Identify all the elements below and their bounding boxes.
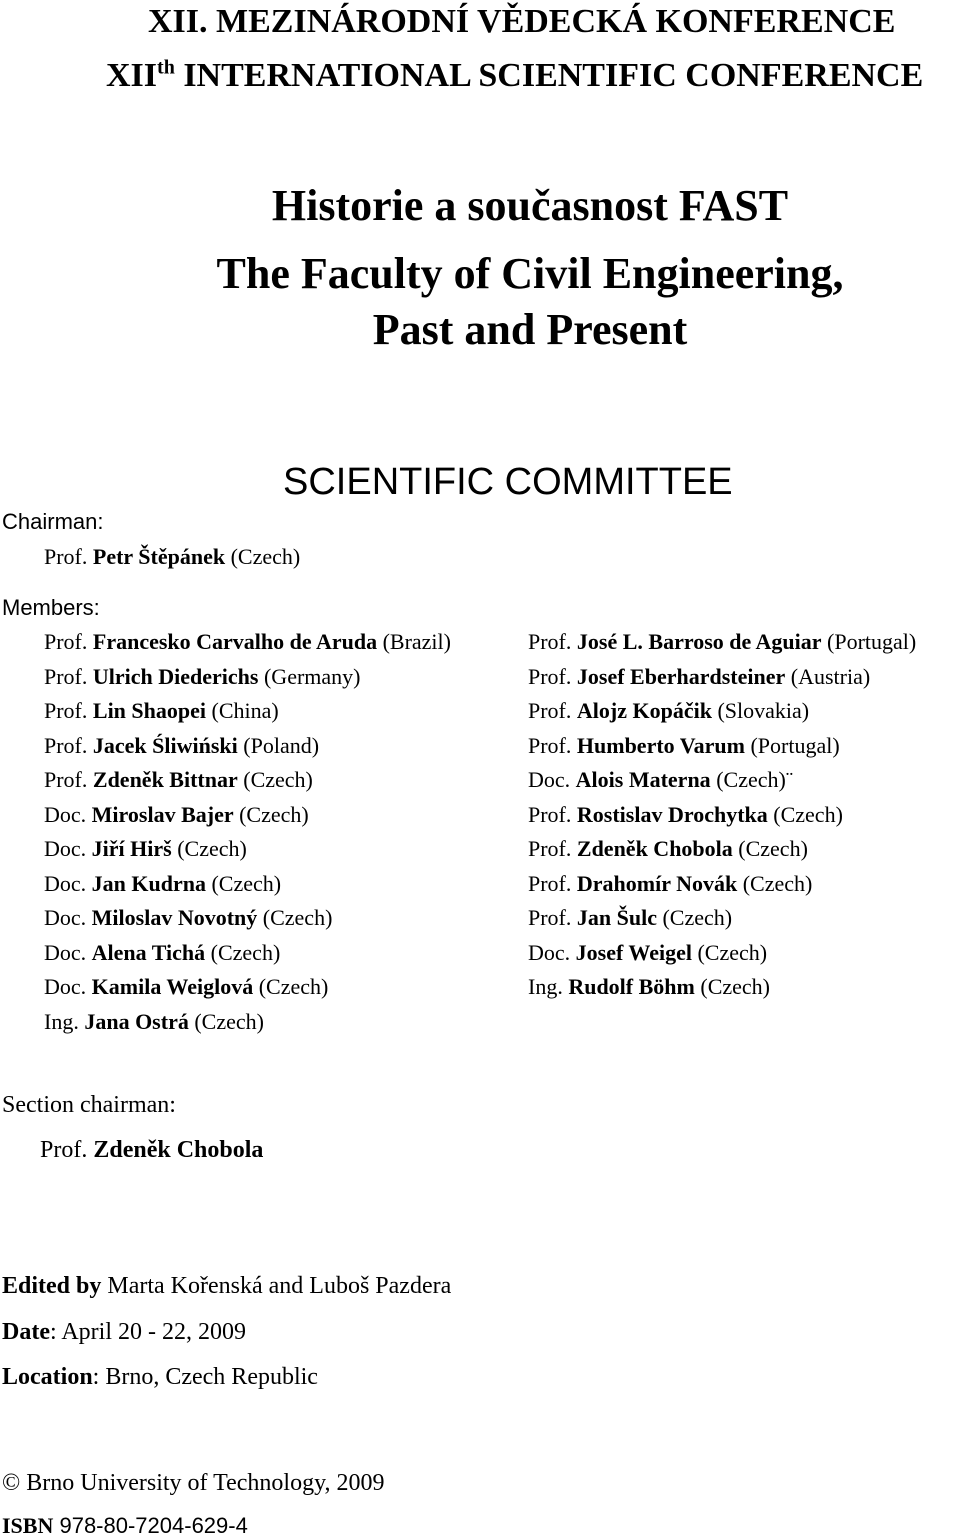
person-name: Jacek Śliwiński: [92, 732, 238, 758]
person-country: (Czech): [662, 905, 733, 930]
title-english-line2: Past and Present: [372, 305, 688, 354]
person-country: (Germany): [263, 663, 361, 689]
person-title: Doc.: [528, 939, 571, 965]
person-title: Prof.: [44, 544, 88, 569]
person-name: Rostislav Drochytka: [576, 801, 768, 827]
member-entry: [44, 835, 247, 863]
person-title: Prof.: [40, 1137, 88, 1163]
person-name: Jan Šulc: [576, 905, 657, 930]
person-country: (Czech): [239, 801, 309, 827]
date-value: : April 20 - 22, 2009: [49, 1319, 246, 1345]
person-title: Prof.: [528, 905, 572, 930]
member-entry: [44, 973, 328, 1001]
committee-heading: SCIENTIFIC COMMITTEE: [283, 461, 733, 503]
member-entry: [528, 870, 812, 898]
person-title: Doc.: [528, 767, 571, 792]
member-entry: [44, 628, 451, 656]
member-entry: [528, 766, 793, 794]
chairman-entry: [44, 543, 300, 571]
person-title: Doc.: [44, 905, 87, 930]
location-line: [2, 1362, 318, 1392]
member-entry: [44, 697, 279, 725]
conference-title-rest: INTERNATIONAL SCIENTIFIC CONFERENCE: [174, 57, 924, 94]
person-name: Lin Shaopei: [92, 698, 206, 723]
person-title: Doc.: [44, 870, 87, 896]
person-name: Kamila Weiglová: [91, 974, 254, 999]
edited-by-line: [2, 1271, 451, 1301]
conference-numeral-suffix: th: [157, 56, 175, 79]
person-title: Prof.: [528, 629, 572, 654]
person-country: (Czech): [177, 836, 247, 861]
location-label: Location: [2, 1364, 93, 1390]
person-title: Prof.: [528, 732, 572, 758]
person-title: Prof.: [528, 698, 572, 723]
date-label: Date: [2, 1319, 50, 1345]
person-name: Josef Weigel: [575, 939, 692, 965]
person-name: Miroslav Bajer: [91, 801, 234, 827]
person-title: Prof.: [528, 870, 572, 896]
person-country: (Czech): [697, 939, 768, 965]
title-czech: Historie a současnost FAST: [271, 181, 789, 230]
person-name: Humberto Varum: [576, 732, 745, 758]
member-entry: [44, 904, 332, 932]
person-name: Zdeněk Chobola: [576, 836, 733, 861]
person-country: (Czech): [738, 836, 808, 861]
person-title: Doc.: [44, 836, 87, 861]
person-name: Miloslav Novotný: [91, 905, 258, 930]
person-country: (Brazil): [382, 629, 451, 654]
member-entry: [44, 732, 319, 760]
person-country: (Czech)¨: [716, 767, 794, 792]
copyright-icon: ©: [2, 1470, 21, 1496]
isbn-line: [2, 1512, 248, 1540]
person-name: Petr Štěpánek: [92, 544, 226, 569]
person-name: Drahomír Novák: [576, 870, 738, 896]
person-country: (China): [211, 698, 279, 723]
person-name: Alena Tichá: [91, 939, 206, 965]
person-country: (Austria): [790, 663, 871, 689]
person-title: Prof.: [44, 629, 88, 654]
person-country: (Czech): [262, 905, 333, 930]
member-entry: [44, 766, 313, 794]
person-country: (Czech): [230, 544, 301, 569]
person-title: Ing.: [528, 974, 563, 999]
person-name: Alois Materna: [575, 767, 711, 792]
person-title: Prof.: [44, 767, 88, 792]
person-country: (Czech): [700, 974, 770, 999]
isbn-value: 978-80-7204-629-4: [53, 1513, 248, 1538]
member-entry: [44, 939, 280, 967]
person-name: Zdeněk Bittnar: [92, 767, 238, 792]
member-entry: [528, 697, 809, 725]
member-entry: [44, 1008, 264, 1036]
copyright-line: [2, 1468, 385, 1498]
member-entry: [528, 973, 770, 1001]
person-title: Prof.: [528, 663, 572, 689]
person-country: (Poland): [243, 732, 320, 758]
person-country: (Czech): [194, 1008, 264, 1034]
conference-numeral: XII: [106, 57, 158, 94]
person-title: Prof.: [44, 732, 88, 758]
person-country: (Czech): [773, 801, 843, 827]
member-entry: [44, 663, 361, 691]
section-chairman-label: Section chairman:: [2, 1092, 176, 1118]
person-name: Ulrich Diederichs: [92, 663, 259, 689]
person-country: (Portugal): [827, 629, 917, 654]
member-entry: [528, 801, 843, 829]
person-title: Prof.: [44, 698, 88, 723]
person-country: (Czech): [211, 870, 282, 896]
copyright-text: Brno University of Technology, 2009: [20, 1470, 385, 1496]
conference-title-english: [106, 56, 923, 96]
edited-by-value: Marta Kořenská and Luboš Pazdera: [101, 1273, 452, 1299]
member-entry: [44, 801, 309, 829]
conference-title-czech: XII. MEZINÁRODNÍ VĚDECKÁ KONFERENCE: [148, 3, 896, 40]
person-title: Ing.: [44, 1008, 79, 1034]
members-label: Members:: [2, 595, 100, 620]
member-entry: [528, 904, 732, 932]
person-name: Jana Ostrá: [84, 1008, 189, 1034]
person-name: Alojz Kopáčik: [576, 698, 712, 723]
person-country: (Slovakia): [717, 698, 810, 723]
person-name: Jan Kudrna: [91, 870, 206, 896]
location-value: : Brno, Czech Republic: [92, 1364, 318, 1390]
person-name: Jiří Hirš: [91, 836, 172, 861]
person-title: Prof.: [528, 836, 572, 861]
person-title: Doc.: [44, 801, 87, 827]
person-name: Josef Eberhardsteiner: [576, 663, 786, 689]
member-entry: [528, 663, 870, 691]
person-country: (Czech): [243, 767, 313, 792]
person-name: Francesko Carvalho de Aruda: [92, 629, 378, 654]
person-title: Prof.: [44, 663, 88, 689]
member-entry: [528, 939, 767, 967]
date-line: [2, 1317, 246, 1347]
person-title: Prof.: [528, 801, 572, 827]
person-title: Doc.: [44, 974, 87, 999]
member-entry: [528, 732, 840, 760]
section-chairman-entry: [40, 1135, 263, 1165]
person-country: (Portugal): [750, 732, 840, 758]
member-entry: [528, 628, 916, 656]
member-entry: [44, 870, 281, 898]
person-country: (Czech): [210, 939, 281, 965]
chairman-label: Chairman:: [2, 509, 104, 534]
person-title: Doc.: [44, 939, 87, 965]
member-entry: [528, 835, 808, 863]
person-country: (Czech): [258, 974, 329, 999]
isbn-label: ISBN: [2, 1513, 54, 1538]
edited-by-label: Edited by: [2, 1273, 102, 1299]
person-country: (Czech): [742, 870, 813, 896]
person-name: Rudolf Böhm: [568, 974, 695, 999]
title-english-line1: The Faculty of Civil Engineering,: [216, 249, 844, 298]
person-name: Zdeněk Chobola: [93, 1137, 264, 1163]
person-name: José L. Barroso de Aguiar: [576, 629, 822, 654]
